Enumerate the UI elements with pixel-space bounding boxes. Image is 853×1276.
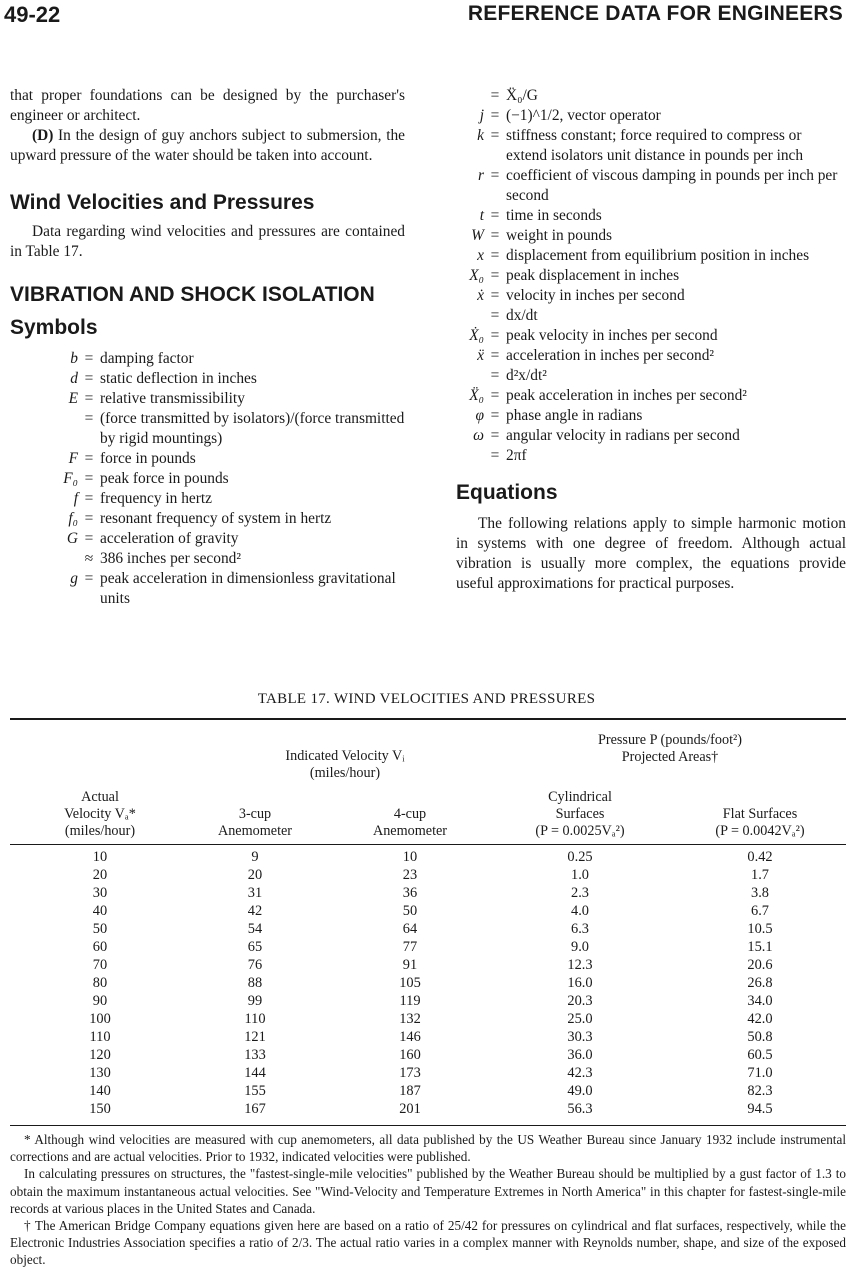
equals-sign: = [490,127,500,144]
symbol [456,306,484,326]
table-cell: 105 [399,975,421,991]
item-d-paragraph [10,126,405,166]
table-cell: 76 [247,957,263,973]
table-title: TABLE 17. WIND VELOCITIES AND PRESSURES [257,691,596,707]
col-3cup-header: 3-cup Anemometer [217,806,293,839]
table-cell: 15.1 [747,939,773,955]
symbol [456,366,484,386]
symbol: b [70,350,78,367]
symbol-definition: angular velocity in radians per second [506,427,740,444]
symbols-heading: Symbols [10,316,98,339]
table-cell: 133 [244,1047,266,1063]
symbol: k [477,127,484,144]
table-cell: 42.3 [567,1065,593,1081]
table-cell: 36.0 [567,1047,593,1063]
table-cell: 167 [244,1101,266,1117]
table-cell: 6.3 [571,921,589,937]
symbol-row [10,409,405,449]
symbol-row [10,489,405,509]
equals-sign: = [490,407,500,424]
symbols-list-left [10,349,405,609]
symbol-definition: peak acceleration in inches per second² [506,387,747,404]
equals-sign: = [490,427,500,444]
equals-sign: = [490,347,500,364]
symbol-row [456,166,846,206]
symbol: g [70,570,78,587]
symbol: ω [473,427,484,444]
table-cell: 20.6 [747,957,773,973]
symbol: Ẋ₀ [469,327,484,344]
table-cell: 3.8 [751,885,769,901]
table-cell: 2.3 [571,885,589,901]
group-indicated-header: Indicated Velocity Vᵢ (miles/hour) [285,748,405,781]
table-cell: 110 [89,1029,111,1045]
table-top-rule [10,718,846,720]
table-cell: 71.0 [747,1065,773,1081]
symbol-definition: acceleration of gravity [100,530,239,547]
equals-sign: = [84,350,94,367]
intro-paragraph: that proper foundations can be designed by the purchaser's engineer or architect. [10,87,405,124]
table-cell: 121 [244,1029,266,1045]
table-cell: 82.3 [747,1083,773,1099]
table-cell: 130 [89,1065,111,1081]
symbol: d [70,370,78,387]
symbol-row [456,446,846,466]
table-cell: 119 [399,993,421,1009]
symbol-row [456,326,846,346]
symbol-definition: damping factor [100,350,194,367]
symbol: j [479,107,484,124]
symbol-definition: dx/dt [506,307,538,324]
equals-sign: = [84,530,94,547]
table-cell: 56.3 [567,1101,593,1117]
table-cell: 91 [402,957,418,973]
page-number: 49-22 [4,2,61,27]
table-cell: 100 [89,1011,111,1027]
table-cell: 40 [92,903,108,919]
table-cell: 36 [402,885,418,901]
equals-sign: = [490,447,500,464]
table-cell: 60 [92,939,108,955]
symbol-definition: peak displacement in inches [506,267,680,284]
table-cell: 77 [402,939,418,955]
symbol-definition: peak acceleration in dimensionless gravitational units [100,570,396,607]
footnote-gust-factor: In calculating pressures on structures, the "fastest-single-mile velocities" published by the Weather Bureau should be multiplied by a gust factor of 1.3 to obtain the maximum instantaneous actual velocities. See "Wind-Velocity and Temperature Extremes in North America" in this chapter for fastest-single-mile records at various places in the United States and Canada. [10,1166,846,1216]
symbol-row [10,549,405,569]
symbol-definition: 2πf [506,447,527,464]
equals-sign: = [84,390,94,407]
symbol: Ẍ₀ [469,387,484,404]
table-cell: 50 [402,903,418,919]
symbol-definition: phase angle in radians [506,407,643,424]
symbol-row [456,266,846,286]
equals-sign: = [490,267,500,284]
symbol-definition: relative transmissibility [100,390,245,407]
table-cell: 0.42 [747,849,773,865]
symbol [456,446,484,466]
table-cell: 25.0 [567,1011,593,1027]
symbol-row [10,529,405,549]
equals-sign: = [490,227,500,244]
table-cell: 30 [92,885,108,901]
symbol-row [456,206,846,226]
table-cell: 42 [247,903,263,919]
table-footnotes [10,1131,846,1269]
table-cell: 65 [247,939,263,955]
group-pressure-header: Pressure P (pounds/foot²) Projected Areas† [597,732,742,765]
equals-sign: = [490,327,500,344]
item-d-text: In the design of guy anchors subject to submersion, the upward pressure of the water should be taken into account. [10,127,405,164]
table-cell: 173 [399,1065,421,1081]
running-head: REFERENCE DATA FOR ENGINEERS [467,2,843,25]
table-cell: 146 [399,1029,421,1045]
symbol-row [456,226,846,246]
table-cell: 64 [402,921,418,937]
table-cell: 1.7 [751,867,769,883]
symbol-definition: time in seconds [506,207,602,224]
symbol-row [456,126,846,166]
equals-sign: = [490,287,500,304]
col-cylindrical-header: Cylindrical Surfaces (P = 0.0025Vₐ²) [535,789,625,839]
table-cell: 150 [89,1101,111,1117]
footnote-dagger: † The American Bridge Company equations given here are based on a ratio of 25/42 for pressures on cylindrical and flat surfaces, respectively, while the Electronic Industries Association specifies a ratio of 2/3. The actual ratio varies in a complex manner with Reynolds number, shape, and size of the exposed object. [10,1218,846,1268]
symbol-row [456,246,846,266]
column-actual-velocity [60,848,140,1118]
symbol-definition: velocity in inches per second [506,287,685,304]
symbol: f₀ [68,510,78,527]
symbol-definition: displacement from equilibrium position in inches [506,247,810,264]
equals-sign: = [490,87,500,104]
symbol: f [73,490,78,507]
table-bottom-rule [10,1125,846,1126]
table-cell: 10.5 [747,921,773,937]
equations-paragraph: The following relations apply to simple harmonic motion in systems with one degree of freedom. Although actual vibration is usually more complex, the equations provide useful approximations for practical purposes. [456,515,846,592]
table-cell: 50 [92,921,108,937]
table-cell: 50.8 [747,1029,773,1045]
table-cell: 31 [247,885,263,901]
equals-sign: = [84,510,94,527]
table-cell: 90 [92,993,108,1009]
column-cylindrical [540,848,620,1118]
symbol: φ [475,407,484,424]
table-cell: 120 [89,1047,111,1063]
table-cell: 49.0 [567,1083,593,1099]
symbol-definition: peak force in pounds [100,470,229,487]
symbol: E [68,390,78,407]
symbol-row [10,369,405,389]
table-cell: 80 [92,975,108,991]
symbol: ẍ [477,347,484,364]
symbol [10,409,78,449]
symbol-definition: Ẍ₀/G [506,87,538,104]
symbol-definition: static deflection in inches [100,370,257,387]
equals-sign: = [84,470,94,487]
symbol: G [66,530,78,547]
symbol-definition: force in pounds [100,450,196,467]
wind-paragraph: Data regarding wind velocities and pressures are contained in Table 17. [10,223,405,260]
table-cell: 99 [247,993,263,1009]
table-cell: 155 [244,1083,266,1099]
symbol: ẋ [477,287,484,304]
table-cell: 34.0 [747,993,773,1009]
symbol-row [10,569,405,609]
symbol-definition: frequency in hertz [100,490,212,507]
table-cell: 110 [244,1011,266,1027]
symbol-row [10,349,405,369]
table-cell: 140 [89,1083,111,1099]
table-cell: 94.5 [747,1101,773,1117]
symbol-definition: stiffness constant; force required to compress or extend isolators unit distance in pounds per inch [506,127,804,164]
symbols-list-right [456,86,846,466]
symbol: F₀ [63,470,78,487]
symbol-definition: (force transmitted by isolators)/(force transmitted by rigid mountings) [100,410,405,447]
symbol [456,86,484,106]
symbol-definition: resonant frequency of system in hertz [100,510,332,527]
col-flat-header: Flat Surfaces (P = 0.0042Vₐ²) [715,806,805,839]
table-cell: 144 [244,1065,266,1081]
symbol-definition: 386 inches per second² [100,550,241,567]
table-cell: 12.3 [567,957,593,973]
symbol-row [456,366,846,386]
table-cell: 160 [399,1047,421,1063]
symbol: r [478,167,484,184]
table-cell: 4.0 [571,903,589,919]
table-cell: 30.3 [567,1029,593,1045]
table-cell: 26.8 [747,975,773,991]
table-cell: 6.7 [751,903,769,919]
equals-sign: = [84,570,94,587]
equals-sign: = [84,490,94,507]
symbol-definition: acceleration in inches per second² [506,347,715,364]
symbol: X₀ [469,267,484,284]
table-cell: 0.25 [567,849,593,865]
symbol-row [456,406,846,426]
column-flat [720,848,800,1118]
table-cell: 54 [247,921,263,937]
symbol-row [456,86,846,106]
footnote-asterisk: * Although wind velocities are measured with cup anemometers, all data published by the US Weather Bureau since January 1932 include instrumental corrections and are actual velocities. Prior to 1932, indicated velocities were published. [10,1132,846,1165]
table-cell: 16.0 [567,975,593,991]
symbol: F [68,450,78,467]
page-header [0,0,853,32]
symbol-row [456,106,846,126]
symbol-row [456,386,846,406]
symbol-row [456,306,846,326]
equals-sign: = [490,367,500,384]
table-cell: 60.5 [747,1047,773,1063]
table-cell: 20 [247,867,263,883]
equals-sign: = [490,207,500,224]
table-cell: 20 [92,867,108,883]
table-cell: 1.0 [571,867,589,883]
symbol-row [10,389,405,409]
table-cell: 88 [247,975,263,991]
symbol-row [10,469,405,489]
column-3cup [215,848,295,1118]
right-column [456,86,846,594]
vibration-heading: VIBRATION AND SHOCK ISOLATION [10,283,375,306]
equations-heading: Equations [456,481,558,504]
symbol-row [10,509,405,529]
symbol-definition: d²x/dt² [506,367,547,384]
symbol-definition: weight in pounds [506,227,613,244]
equals-sign: = [84,370,94,387]
table-header-rule [10,844,846,845]
equals-sign: = [490,107,500,124]
table-cell: 132 [399,1011,421,1027]
symbol: t [479,207,484,224]
symbol-row [456,286,846,306]
item-d-label: (D) [32,127,54,144]
equals-sign: = [490,387,500,404]
table-cell: 20.3 [567,993,593,1009]
table-cell: 9 [251,849,259,865]
left-column [10,86,405,609]
symbol-definition: coefficient of viscous damping in pounds per inch per second [506,167,838,204]
symbol: W [471,227,484,244]
equals-sign: = [490,247,500,264]
table-cell: 70 [92,957,108,973]
symbol-row [456,346,846,366]
col-actual-header: Actual Velocity Vₐ* (miles/hour) [64,789,136,839]
column-4cup [370,848,450,1118]
symbol-row [10,449,405,469]
equals-sign: = [84,450,94,467]
table-cell: 10 [402,849,418,865]
symbol: x [477,247,484,264]
table-cell: 187 [399,1083,421,1099]
table-cell: 42.0 [747,1011,773,1027]
table-cell: 201 [399,1101,421,1117]
table-cell: 10 [92,849,108,865]
table-cell: 23 [402,867,418,883]
wind-heading: Wind Velocities and Pressures [10,191,315,214]
symbol [10,549,78,569]
table-cell: 9.0 [571,939,589,955]
symbol-row [456,426,846,446]
equals-sign: = [490,167,500,184]
symbol-definition: peak velocity in inches per second [506,327,718,344]
equals-sign: = [490,307,500,324]
equals-sign: ≈ [84,550,94,567]
symbol-definition: (−1)^1/2, vector operator [506,107,661,124]
col-4cup-header: 4-cup Anemometer [372,806,448,839]
equals-sign: = [84,410,94,427]
